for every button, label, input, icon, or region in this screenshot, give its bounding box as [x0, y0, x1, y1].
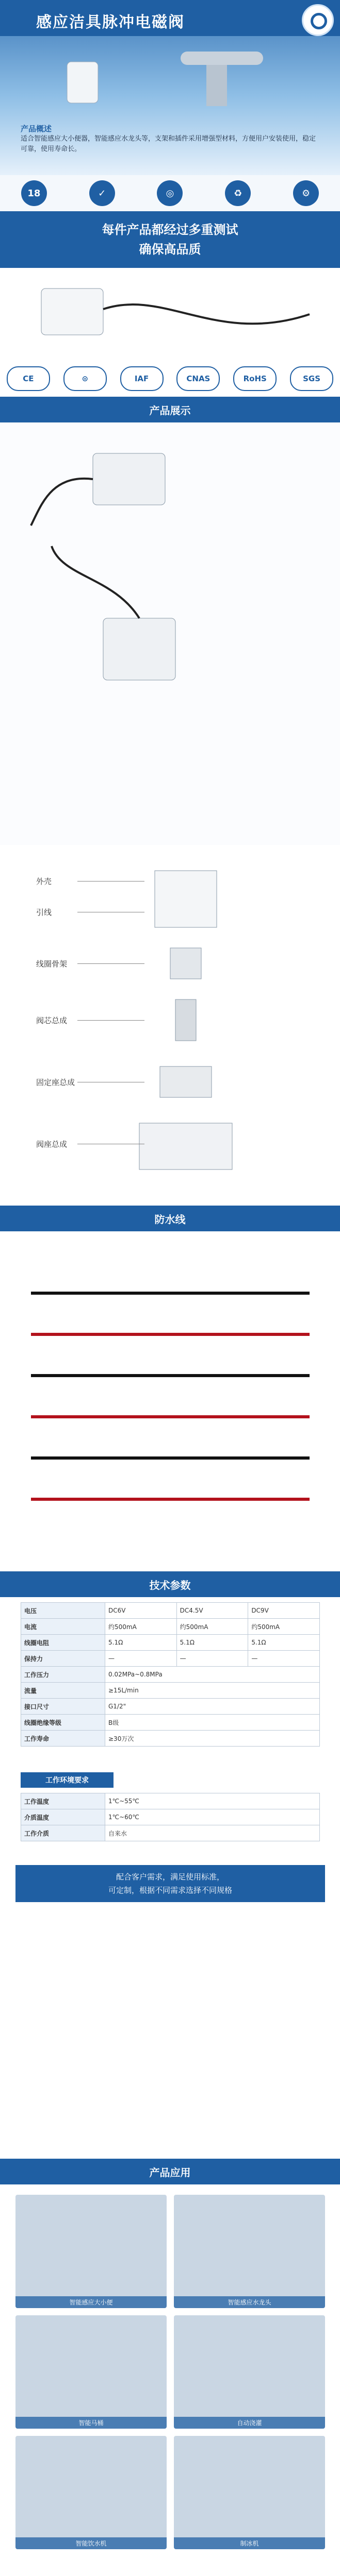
valve-body	[41, 289, 103, 335]
faucet-neck	[206, 65, 227, 106]
product-display	[0, 422, 340, 845]
cell: —	[176, 1651, 248, 1667]
app-photo	[15, 2436, 167, 2549]
cert-cnas: CNAS	[176, 366, 220, 391]
cell: 工作温度	[21, 1793, 105, 1809]
cell: ≥15L/min	[105, 1683, 320, 1699]
label-coil: 线圈骨架	[36, 959, 68, 969]
core-part	[175, 999, 196, 1041]
cell: B级	[105, 1715, 320, 1731]
table-row	[21, 1603, 320, 1619]
tech-table	[21, 1602, 320, 1747]
cell: 约500mA	[105, 1619, 177, 1635]
product-photos	[0, 422, 340, 845]
cert-iaf: IAF	[120, 366, 164, 391]
overview-heading: 产品概述	[21, 124, 52, 133]
cell: —	[105, 1651, 177, 1667]
label-lead: 引线	[36, 908, 52, 917]
cell: DC9V	[248, 1603, 320, 1619]
tech-note	[15, 1865, 325, 1902]
cell: 工作压力	[21, 1667, 105, 1683]
cert-sgs: SGS	[290, 366, 333, 391]
table-row	[21, 1667, 320, 1683]
app-grid	[15, 2195, 325, 2549]
app-caption: 智能感应大小便	[15, 2296, 167, 2308]
badge-5: ⚙	[293, 180, 319, 206]
app-photo	[174, 2436, 325, 2549]
valve-body-image	[67, 62, 98, 103]
faucet-illustration	[36, 41, 284, 113]
overview-text: 适合智能感应大小便器，智能感应水龙头等，支架和插件采用增强型材料，方便用户安装使用，稳定可靠，使用寿命长。	[21, 135, 316, 153]
table-row	[21, 1619, 320, 1635]
cell: DC4.5V	[176, 1603, 248, 1619]
cell: 工作介质	[21, 1825, 105, 1841]
quality-headline	[0, 211, 340, 268]
applications	[0, 2184, 340, 2576]
valve-with-cable-image	[0, 268, 340, 361]
tech-note-line1: 配合客户需求，满足使用标准，	[116, 1872, 224, 1882]
cell: 电压	[21, 1603, 105, 1619]
section-title-tech: 技术参数	[0, 1571, 340, 1597]
cell: 接口尺寸	[21, 1699, 105, 1715]
overview	[21, 124, 320, 155]
cell: 电流	[21, 1619, 105, 1635]
app-photo	[15, 2315, 167, 2429]
cell: —	[248, 1651, 320, 1667]
cell: 约500mA	[176, 1619, 248, 1635]
section-title-working-env: 工作环境要求	[21, 1772, 114, 1788]
cell: 5.1Ω	[248, 1635, 320, 1651]
cert-rohs: RoHS	[233, 366, 277, 391]
leader-coil	[77, 963, 144, 964]
cell: 5.1Ω	[176, 1635, 248, 1651]
tech-note-line2: 可定制，根据不同需求选择不同规格	[108, 1886, 232, 1895]
feature-badges	[0, 175, 340, 211]
cert-round: ⊙	[63, 366, 107, 391]
cell: 约500mA	[248, 1619, 320, 1635]
faucet-spout	[181, 52, 263, 65]
label-core: 阀芯总成	[36, 1016, 68, 1025]
cell: 自来水	[105, 1825, 320, 1841]
fixed-seat-part	[160, 1066, 212, 1097]
app-caption: 智能马桶	[15, 2417, 167, 2429]
cable-2	[52, 546, 139, 618]
headline-line1: 每件产品都经过多重测试	[102, 223, 238, 237]
app-caption: 自动浇灌	[174, 2417, 325, 2429]
certification-strip	[0, 361, 340, 397]
coil-part	[170, 948, 201, 979]
cell: ≥30万次	[105, 1731, 320, 1747]
section-title-waterproof: 防水线	[0, 1206, 340, 1231]
cell: G1/2"	[105, 1699, 320, 1715]
app-caption: 智能感应水龙头	[174, 2296, 325, 2308]
waterproof-wires	[0, 1231, 340, 1571]
cable-1	[31, 479, 93, 526]
label-shell: 外壳	[36, 877, 52, 886]
page-title: 感应洁具脉冲电磁阀	[36, 13, 185, 31]
cell: 保持力	[21, 1651, 105, 1667]
table-row	[21, 1809, 320, 1825]
table-row	[21, 1731, 320, 1747]
badge-3: ◎	[157, 180, 183, 206]
table-row	[21, 1683, 320, 1699]
cell: 线圈电阻	[21, 1635, 105, 1651]
cell: 5.1Ω	[105, 1635, 177, 1651]
exploded-view	[0, 845, 340, 1206]
product-photo-2	[103, 618, 175, 680]
cell: 1℃~55℃	[105, 1793, 320, 1809]
badge-4: ♻	[225, 180, 251, 206]
cell: 工作寿命	[21, 1731, 105, 1747]
tech-params	[0, 1597, 340, 2112]
cell: 0.02MPa~0.8MPa	[105, 1667, 320, 1683]
valve-seat-part	[139, 1123, 232, 1170]
table-row	[21, 1699, 320, 1715]
section-title-product-display: 产品展示	[0, 397, 340, 422]
headline-line2: 确保高品质	[139, 242, 201, 257]
header-banner	[0, 0, 340, 175]
app-photo	[174, 2195, 325, 2308]
cell: DC6V	[105, 1603, 177, 1619]
leader-core	[77, 1020, 144, 1021]
wire-photos	[0, 1231, 340, 1571]
section-title-application: 产品应用	[0, 2159, 340, 2184]
brand-logo	[302, 4, 334, 36]
label-fixed-seat: 固定座总成	[36, 1078, 75, 1087]
cell: 介质温度	[21, 1809, 105, 1825]
env-table	[21, 1793, 320, 1841]
shell-part	[155, 871, 217, 927]
badge-2: ✓	[89, 180, 115, 206]
product-hero	[0, 268, 340, 361]
table-row	[21, 1651, 320, 1667]
cell: 线圈绝缘等级	[21, 1715, 105, 1731]
app-caption: 智能饮水机	[15, 2537, 167, 2549]
table-row	[21, 1715, 320, 1731]
product-photo-1	[93, 453, 165, 505]
table-row	[21, 1793, 320, 1809]
label-valve-seat: 阀座总成	[36, 1140, 68, 1149]
cell: 1℃~60℃	[105, 1809, 320, 1825]
cell: 流量	[21, 1683, 105, 1699]
app-caption: 制冰机	[174, 2537, 325, 2549]
table-row	[21, 1635, 320, 1651]
table-row	[21, 1825, 320, 1841]
cable	[103, 304, 310, 324]
app-photo	[174, 2315, 325, 2429]
cert-ce: CE	[7, 366, 50, 391]
leader-shell	[77, 881, 144, 882]
app-photo	[15, 2195, 167, 2308]
badge-1: 18	[21, 180, 47, 206]
